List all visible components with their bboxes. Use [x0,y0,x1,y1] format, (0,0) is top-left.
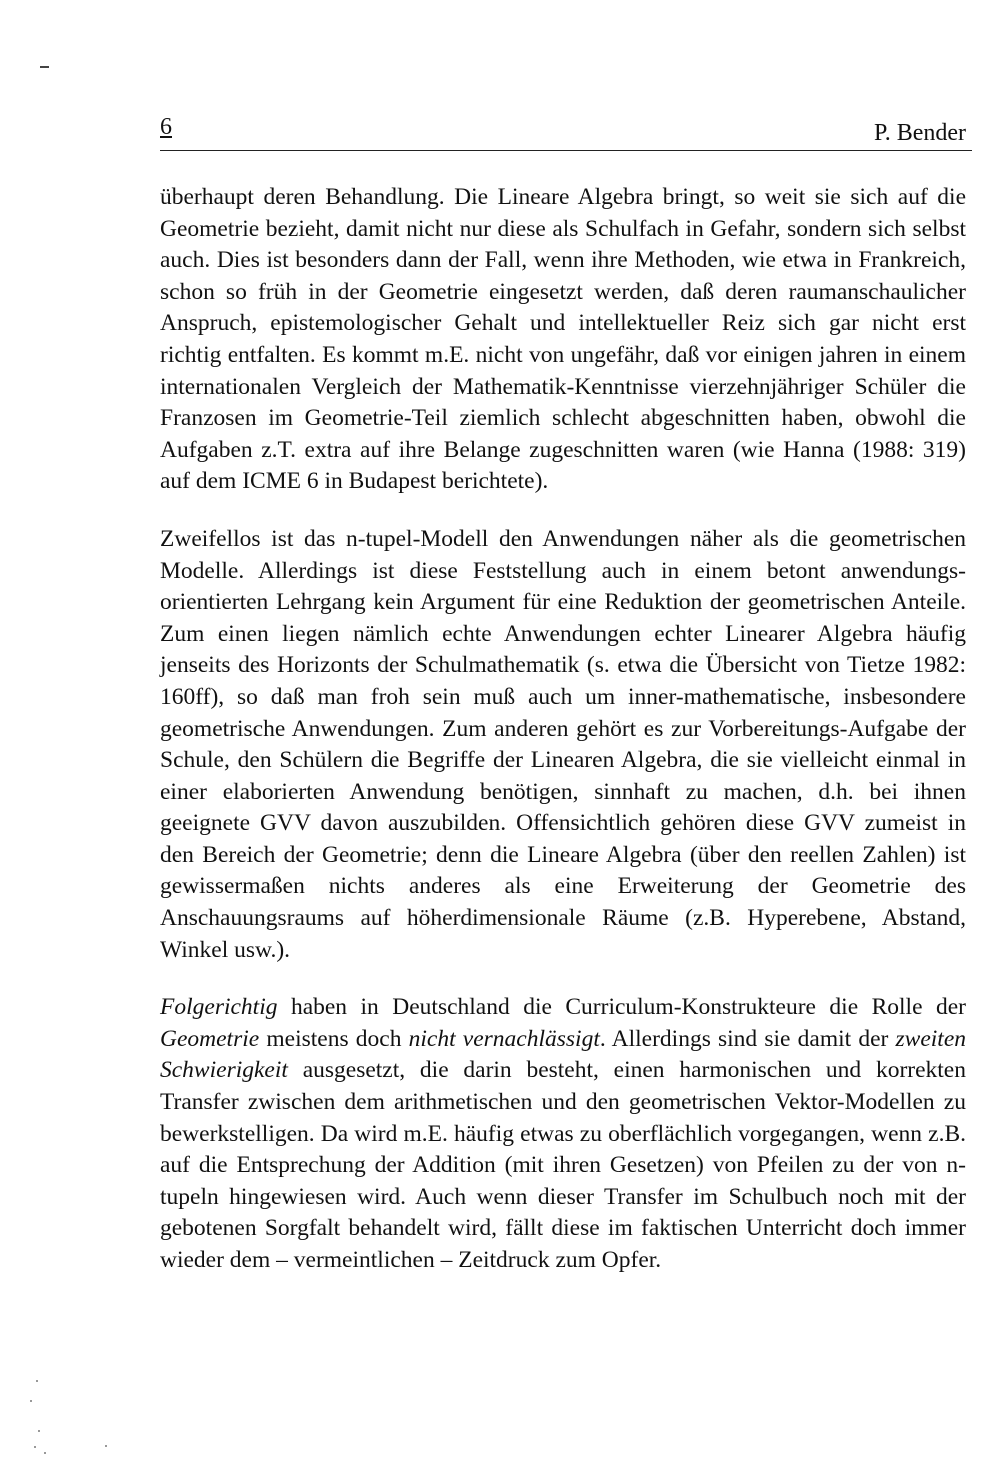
page-number: 6 [160,114,172,140]
emphasized-text: Geometrie [160,1025,260,1052]
running-head-author: P. Bender [874,120,966,146]
paragraph-text: Zweifellos ist das n-tupel-Modell den Anwendungen näher als die geometrischen Modelle. Allerdings ist diese Feststellung auch in einem betont anwendungs-orientierten Lehrgang kein Argument für eine Reduktion der geometrischen Anteile. Zum einen liegen nämlich echte Anwendungen echter Linearer Algebra häufig jenseits des Horizonts der Schulmathematik (s. etwa die Übersicht von Tietze 1982: 160ff), so daß man froh sein muß auch um inner-mathematische, insbesondere geometrische Anwendungen. Zum anderen gehört es zur Vorbereitungs-Aufgabe der Schule, den Schülern die Begriffe der Linearen Algebra, die sie vielleicht einmal in einer elaborierten Anwendung benötigen, sinnhaft zu machen, d.h. bei ihnen geeignete GVV davon auszubilden. Offensichtlich gehören diese GVV zumeist in den Bereich der Geometrie; denn die Lineare Algebra (über den reellen Zahlen) ist gewissermaßen nichts anderes als eine Erweiterung der Geometrie des Anschauungsraums auf höherdimensionale Räume (z.B. Hyperebene, Abstand, Winkel usw.). [160,525,966,963]
emphasized-text: zweiten Schwierigkeit [160,1025,967,1084]
paragraph-text: überhaupt deren Behandlung. Die Lineare Algebra bringt, so weit sie sich auf die Geometrie bezieht, damit nicht nur diese als Schulfach in Gefahr, sondern sich selbst auch. Dies ist besonders dann der Fall, wenn ihre Methoden, wie etwa in Frankreich, schon so früh in der Geometrie eingesetzt werden, daß deren raumanschaulicher Anspruch, epistemologischer Gehalt und intellektueller Reiz sich gar nicht erst richtig entfalten. Es kommt m.E. nicht von ungefähr, daß vor einigen jahren in einem internationalen Vergleich der Mathematik-Kenntnisse vierzehnjähriger Schüler die Franzosen im Geometrie-Teil ziemlich schlecht abgeschnitten haben, obwohl die Aufgaben z.T. extra auf ihre Belange zugeschnitten waren (wie Hanna (1988: 319) auf dem ICME 6 in Budapest berichtete). [160,184,966,495]
paragraph-text: haben in Deutschland die Curriculum-Konstrukteure die Rolle der [277,994,966,1021]
paragraph [160,524,966,966]
paragraph-text: . Allerdings sind sie damit der [599,1025,896,1052]
emphasized-text: nicht vernachlässigt [408,1025,600,1052]
body-text [160,182,966,1277]
emphasized-text: Folgerichtig [160,994,278,1021]
scan-edge-mark [40,66,49,68]
paragraph-text: ausgesetzt, die darin besteht, einen harmonischen und korrekten Transfer zwischen dem arithmetischen und den geometrischen Vektor-Modellen zu bewerkstelligen. Da wird m.E. häufig etwas zu oberflächlich vorgegangen, wenn z.B. auf die Entsprechung der Addition (mit ihren Gesetzen) von Pfeilen zu der von n-tupeln hingewiesen wird. Auch wenn dieser Transfer im Schulbuch noch mit der gebotenen Sorgfalt behandelt wird, fällt diese im faktischen Unterricht doch immer wieder dem – vermeintlichen – Zeitdruck zum Opfer. [160,1057,966,1273]
page-header [160,112,972,151]
paragraph-text: meistens doch [259,1025,409,1052]
paragraph [160,182,966,498]
paragraph [160,992,966,1276]
